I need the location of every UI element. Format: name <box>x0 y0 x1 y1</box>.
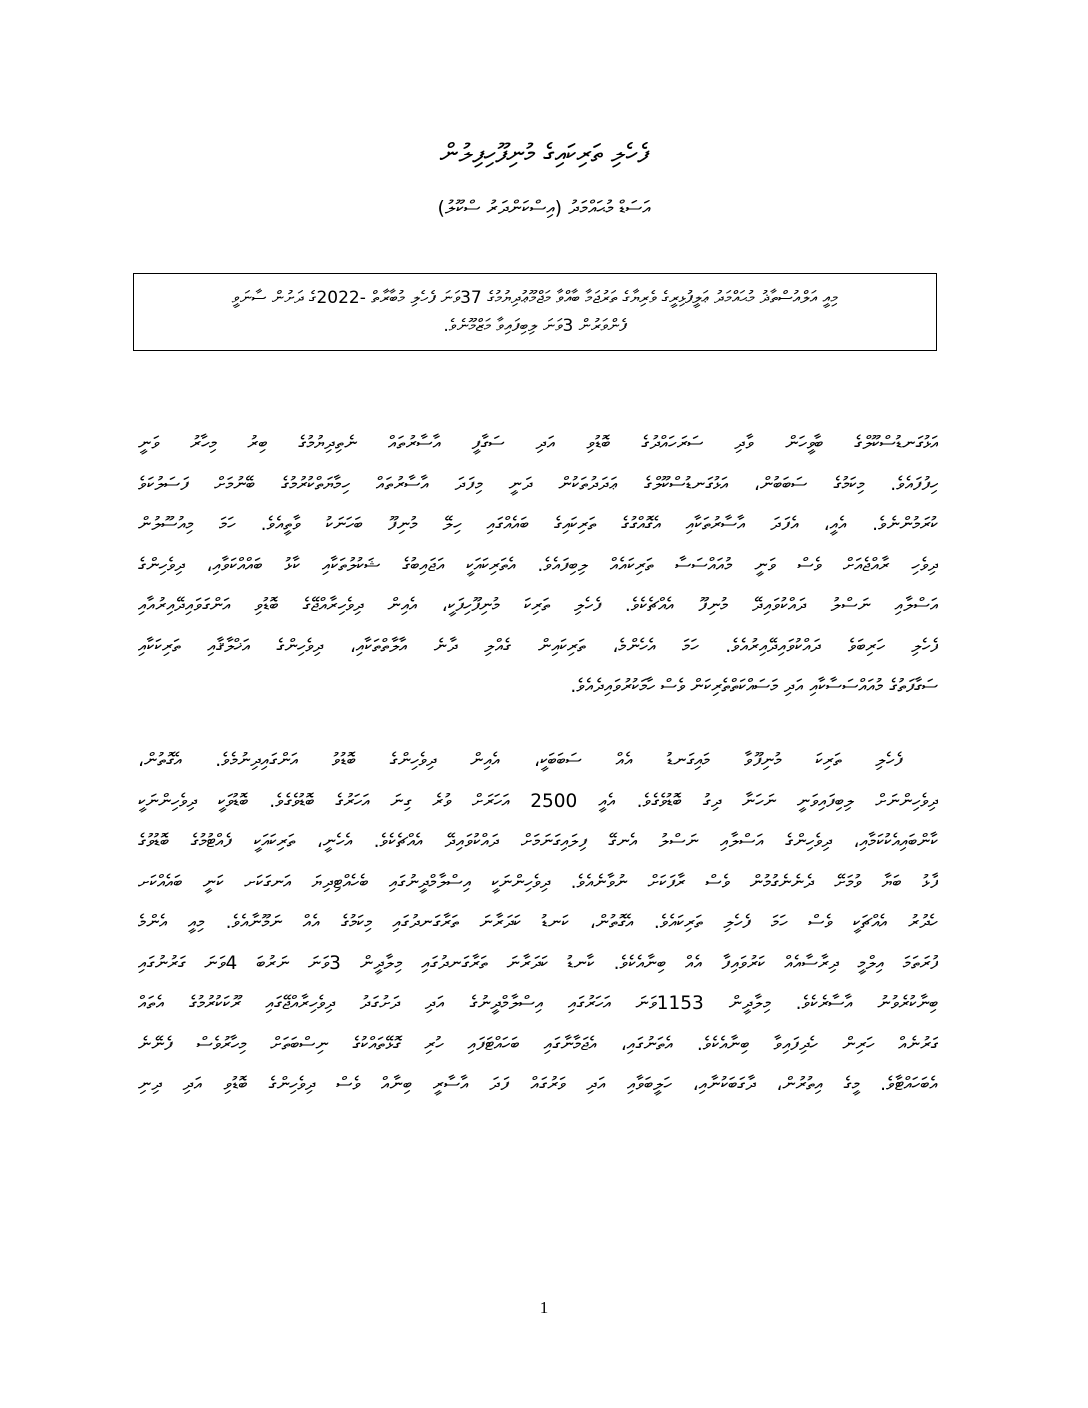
abstract-line: ފެންވަރުން 3ވަނަ ލިބިފައިވާ މަޒްމޫނެވެ. <box>443 316 627 336</box>
paragraph-line: އަސްލާއި ނަސްލު ދައްކުވައިދޭ މުނިފޫ އެއްޗެކެވެ. ފެހެލި ތަރިކަ މުނިފޫހިފަކީ، އެއިން ދިވެހިރާއްޖޭގެ ބޮޑުވި އަންގަވައިދޭއިރުއާއި <box>138 595 938 616</box>
paragraph-line: ދިވެހި ރާއްޖެއަށް ވެސް ވަނީ މުއައްސަސާ ތަރިކައެއް ލިބިފައެވެ. އެތަރިކައަކީ އަޖައިބުގެ ޝަކުލުތަކާއި ކާޅު ބައްއްކަވާއި، ދިވެހިންގެ <box>138 554 938 576</box>
paragraph-line: ބިނާކުރެވުނު އާސާރެކެވެ. މިލާދީން 1153ވަނަ އަހަރުގައި އިސްލާމްދީނުގެ އަދި ދަށުގަދު ދިވެހިރާއްޖޭގައި ރޫކަކުރުމުގެ އެތައް <box>138 993 938 1014</box>
paragraph-line: ކުރަމުންނެވެ. އެއީ، އެފަދަ އާސާރުތަކާއި އެގޮއްގުގެ ތަރިކައިގެ ބައެއްގައި ހިލޭ މުނިފޫ ބަހަނަކު ވާތީއެވެ. ހަމަ މިއުސޫލުން <box>138 514 938 535</box>
author-line: އަސަޑް މުޙައްމަދު (އިސްކަންދަރު ސްކޫލު) <box>437 197 651 219</box>
paragraph-line: ކާންބައިއެކުކަމާއި، ދިވެހިންގެ އަސްލާއި ނަސްލު އެނގޭ ފިލައިގަނަމަށް ދައްކުވައިދޭ އެއްޗެކެވެ. އެހެނީ، ތަރިކައަކީ ފެއްޓުމުގެ ބޮޑުވުގެ <box>138 831 938 852</box>
paragraph-line: ފެހެލި ތަރިކަ މުނިފޫވާ މައިގަނޑު އެއް ސަބަބަކީ، އެއިން ދިވެހިންގެ ބޮޑުވު އަންގައިދިނުމެވެ. އެގޮތުން، <box>138 750 902 771</box>
abstract-box <box>133 273 937 351</box>
paragraph-line: ފުރަތަމަ އިލްމީ ދިރާސާއެއް ކަރުވައިފާ އެއް ބިނާއެކެވެ. ކާނޑު ކަދަރާނަ ތަރާގަނދުގައި މިލާދީން 3ވަނަ ނަރުބަ 4ވަނަ ގަރުނުގައި <box>138 952 938 974</box>
abstract-line: މިއީ އަލްއުސްތާޛު މުޙައްމަދު ޢަލީފުޅިރީގެ ވެރިޔާގެ ތަރުޖަމާ ބާއްވާ މަޖްމޫޢުދިޔުމުގެ 37ވަނަ ފެހެލި މުބާރާތް -2022ގެ ދަށުން ސާނަވީ <box>231 288 839 308</box>
body-paragraph-2 <box>138 741 938 1106</box>
paragraph-line: އަޅުގަނޑުސްކޫލްގެ ބާވީހަން ވާދި ސަރަހައްދުގެ ބޮޑުވި އަދި ސަގާފީ އާސާރުތައް ނެތިދިޔުމުގެ ބިރު މިހާރު ވަނީ <box>138 433 938 454</box>
page-title: ފެހެލި ތަރިކައިގެ މުނިފޫހިފިލުން <box>439 139 649 169</box>
page-number: 1 <box>539 1298 549 1317</box>
paragraph-line: ގަރުނެއް ހަރިން ހެދިފައިވާ ބިނާއެކެވެ. އެތަނުގައި، އެޖަމާނާގައި ބަހައްޓަފައި ހުރި ގޮޅޭތައްކުގެ ނިސްބަތަށް މިހާރުވެސް ފެނޭނެ <box>138 1033 938 1055</box>
paragraph-line: ސަގާފަތުގެ މުއައްސަސާކާއި އަދި މަސައްކަތްތެރިކަން ވެސް ހާމަކުރުވައިދެއެވެ. <box>570 676 938 697</box>
paragraph-line: ފެހެލި ހަރިބަވެ ދައްކުވައިދޭއިރުއެވެ. ހަމަ އެހެންމެ، ތަރިކައިން ގެއްލި ދާނެ އާލާތްތަކާއި، ދިވެހިންގެ އަޚްލާޤާއި ތަރިކަކާއި <box>138 635 938 657</box>
paragraph-line: ދިވެހިންނަށް ލިބިފައިވަނީ ނަހަނާ ދިގު ބޮޑުވެގެވެ. އެއީ 2500 އަހަރަށް ވުރެ ގިނަ އަހަރުގެ ބޮޑުވެގެވެ. ބޮޑުވަކީ ދިވެހިންނަކީ <box>138 790 938 812</box>
body-paragraph-1 <box>138 424 938 708</box>
paragraph-line: ހެދުރު އެއްޗަކީ ވެސް ހަމަ ފެހެލި ތަރިކައެވެ. އެގޮތުން، ކަނޑު ކަދަރާނަ ތަރާގަނދުގައި މިކަމުގެ އެއް ނަމޫނާއެވެ. މިއީ އެންމެ <box>138 912 938 933</box>
paragraph-line: ހިފުފައެވެ. މިކަމުގެ ސަބަބުން، އަޅުގަނޑުސްކޫލްގެ ޢަދަދުތަކުން ދަނީ މިފަދަ އާސާރުތައް ހިމާޔަތްކުރުމުގެ ބޭނުމަށް ފަސަލުކަވެ <box>138 473 938 495</box>
paragraph-line: ފާޅު ބަޔާ ވުމަށޭ ދެނެނެގުމުން ވެސް ރާފަކަށް ނުވާނެއެވެ. ދިވެހިންނަކީ އިސްލާމްދީނުގައި ބެހެއްޓިދިޔަ އަނގަކަށ ކަނީ ބައެއްކަށ <box>138 871 938 893</box>
paragraph-line: އެބަހައްޓާވެ. މީގެ އިތުރުން، ދާގަބަކުނާއި، ހަލީބަވާއި އަދި ވަރުގައް ފަދަ އާސާރީ ބިނާއް ވެސް ދިވެހިންގެ ބޮޑުވި އަދި ދިނި <box>138 1074 938 1095</box>
